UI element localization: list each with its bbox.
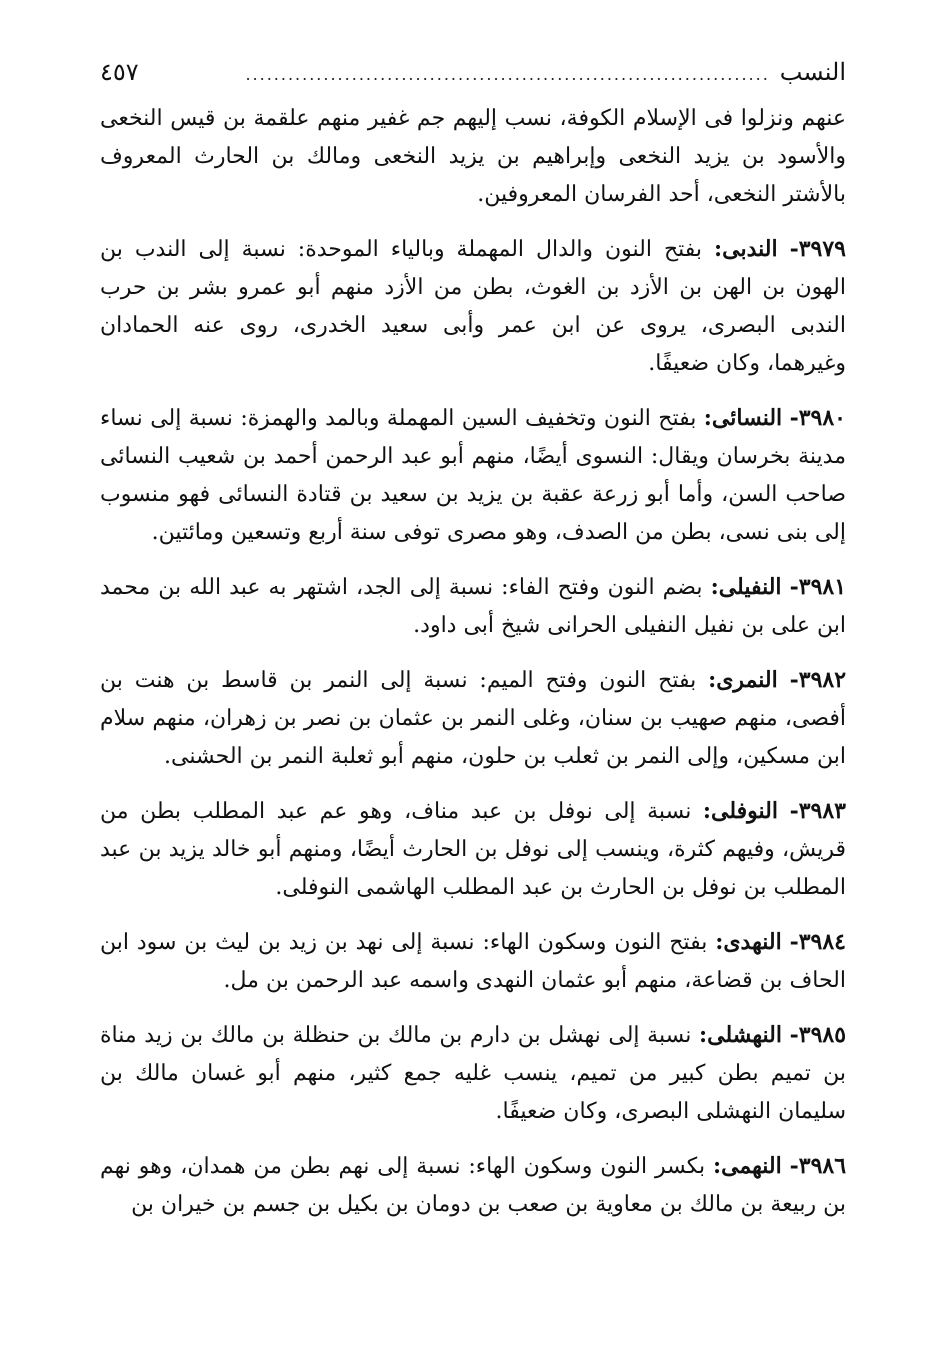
running-head bbox=[100, 58, 846, 98]
entry-heading: النهدى: bbox=[715, 929, 782, 955]
entry-text: بكسر النون وسكون الهاء: نسبة إلى نهم بطن من همدان، وهو نهم بن ربيعة بن مالك بن معاوية بن صعب بن دومان بن بكيل بن جسم بن خيران بن bbox=[100, 1154, 846, 1217]
entry-3984 bbox=[100, 923, 846, 1000]
entry-heading: الندبى: bbox=[714, 236, 778, 262]
entry-text: نسبة إلى نهشل بن دارم بن مالك بن حنظلة بن مالك بن زيد مناة بن تميم بطن كبير من تميم، ينسب غليه جمع كثير، منهم أبو غسان مالك بن سليمان النهشلى البصرى، وكان ضعيفًا. bbox=[100, 1023, 846, 1124]
entry-text: بفتح النون وفتح الميم: نسبة إلى النمر بن قاسط بن هنت بن أفصى، منهم صهيب بن سنان، وغلى النمر بن عثمان بن نصر بن زهران، منهم سلام ابن مسكين، وإلى النمر بن ثعلب بن حلون، منهم أبو ثعلبة النمر بن الحشنى. bbox=[100, 668, 846, 769]
entry-heading: النهشلى: bbox=[699, 1022, 782, 1048]
continuation-paragraph: عنهم ونزلوا فى الإسلام الكوفة، نسب إليهم جم غفير منهم علقمة بن قيس النخعى والأسود بن يزيد النخعى وإبراهيم بن يزيد النخعى ومالك بن الحارث المعروف بالأشتر النخعى، أحد الفرسان المعروفين. bbox=[100, 106, 846, 207]
entry-heading: النهمى: bbox=[712, 1153, 782, 1179]
entry-text: نسبة إلى نوفل بن عبد مناف، وهو عم عبد المطلب بطن من قريش، وفيهم كثرة، وينسب إلى نوفل بن الحارث أيضًا، ومنهم أبو خالد يزيد بن عبد المطلب بن نوفل بن الحارث بن عبد المطلب الهاشمى النوفلى. bbox=[100, 799, 846, 900]
entry-heading: النمرى: bbox=[708, 667, 778, 693]
running-head-title: النسب bbox=[779, 58, 846, 86]
entry-3986 bbox=[100, 1147, 846, 1224]
entry-text: بفتح النون وسكون الهاء: نسبة إلى نهد بن زيد بن ليث بن سود ابن الحاف بن قضاعة، منهم أبو عثمان النهدى واسمه عبد الرحمن بن مل. bbox=[100, 930, 846, 993]
entry-number: ٣٩٨٣- bbox=[789, 798, 846, 824]
entry-number: ٣٩٨٠- bbox=[789, 405, 846, 431]
entry-number: ٣٩٨٥- bbox=[789, 1022, 847, 1048]
entry-text: بضم النون وفتح الفاء: نسبة إلى الجد، اشتهر به عبد الله بن محمد ابن على بن نفيل النفيلى الحرانى شيخ أبى داود. bbox=[100, 575, 846, 638]
entry-3979 bbox=[100, 230, 846, 383]
entry-3983 bbox=[100, 792, 846, 907]
page-number: ٤٥٧ bbox=[100, 58, 139, 86]
entry-heading: النفيلى: bbox=[710, 574, 782, 600]
entry-heading: النسائى: bbox=[703, 405, 783, 431]
entry-3985 bbox=[100, 1016, 846, 1131]
body-text bbox=[100, 100, 846, 1224]
entry-text: بفتح النون والدال المهملة وبالياء الموحدة: نسبة إلى الندب بن الهون بن الهن بن الأزد بن الغوث، بطن من الأزد منهم أبو عمرو بشر بن حرب الندبى البصرى، يروى عن ابن عمر وأبى سعيد الخدرى، روى عنه الحمادان وغيرهما، وكان ضعيفًا. bbox=[100, 237, 846, 376]
entry-3982 bbox=[100, 661, 846, 776]
entry-text: بفتح النون وتخفيف السين المهملة وبالمد والهمزة: نسبة إلى نساء مدينة بخرسان ويقال: النسوى أيضًا، منهم أبو عبد الرحمن أحمد بن شعيب النسائى صاحب السن، وأما أبو زرعة عقبة بن يزيد بن سعيد بن قتادة النسائى فهو منسوب إلى بنى نسى، بطن من الصدف، وهو مصرى توفى سنة أربع وتسعين ومائتين. bbox=[100, 406, 846, 545]
entry-3981 bbox=[100, 568, 846, 645]
entry-number: ٣٩٨٢- bbox=[789, 667, 847, 693]
dot-leader: .......................................................................... bbox=[245, 65, 770, 84]
entry-number: ٣٩٨٤- bbox=[789, 929, 846, 955]
entry-number: ٣٩٧٩- bbox=[789, 236, 846, 262]
entry-number: ٣٩٨١- bbox=[789, 574, 847, 600]
entry-heading: النوفلى: bbox=[702, 798, 778, 824]
entry-3980 bbox=[100, 399, 846, 552]
entry-number: ٣٩٨٦- bbox=[789, 1153, 847, 1179]
